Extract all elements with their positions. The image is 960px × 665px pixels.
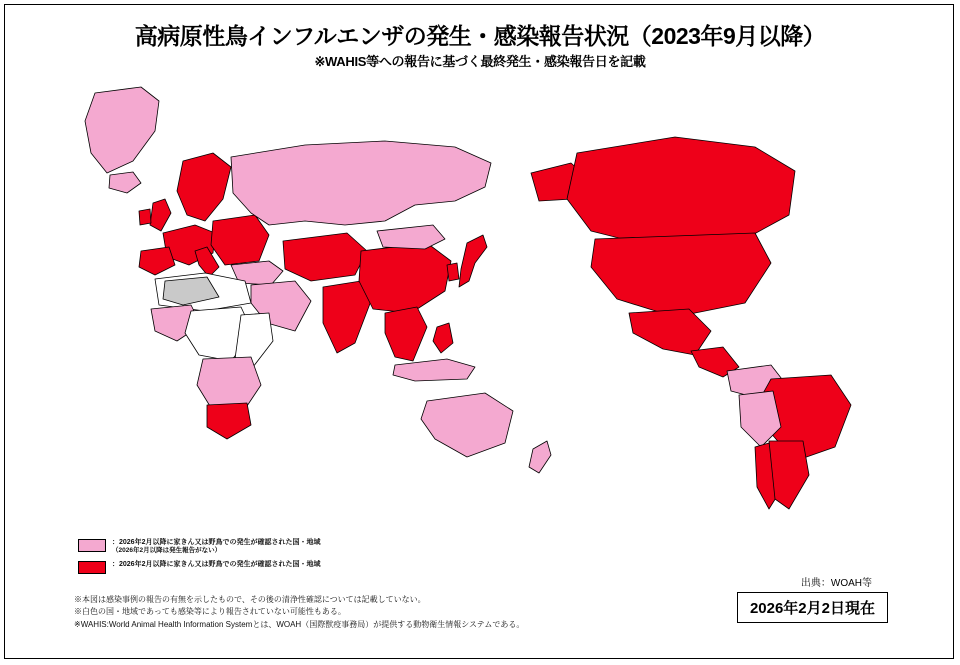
legend-label-pink-sub: （2026年2月以降は発生報告がない） xyxy=(112,547,222,555)
as-of-date: 2026年2月2日現在 xyxy=(737,592,888,623)
region-canada xyxy=(567,137,795,247)
source-label: 出典：WOAH等 xyxy=(800,578,872,589)
region-peru-bolivia xyxy=(739,391,781,447)
region-iberia xyxy=(139,247,175,275)
legend-label-pink-main: ：2026年2月以降に家きん又は野鳥での発生が確認された国・地域 xyxy=(112,539,321,546)
region-southeast-asia xyxy=(385,307,427,361)
region-eastern-europe xyxy=(211,215,269,265)
region-greenland xyxy=(85,87,159,173)
legend-label-red-main: ：2026年2月以降に家きん又は野鳥での発生が確認された国・地域 xyxy=(112,561,321,569)
region-iceland xyxy=(109,172,141,193)
region-argentina xyxy=(769,441,809,509)
legend-swatch-red xyxy=(78,561,106,574)
page-title: 高病原性鳥インフルエンザの発生・感染報告状況（2023年9月以降） xyxy=(134,23,826,49)
legend-swatch-pink xyxy=(78,539,106,552)
note-line: ※本図は感染事例の報告の有無を示したもので、その後の清浄性確認については記載していない。 xyxy=(74,595,426,604)
region-united-kingdom xyxy=(150,199,171,231)
legend xyxy=(78,538,498,578)
legend-item xyxy=(78,538,498,556)
region-south-africa xyxy=(207,403,251,439)
legend-label-pink xyxy=(112,538,320,556)
region-ireland xyxy=(139,209,151,225)
region-mongolia xyxy=(377,225,445,249)
legend-item xyxy=(78,560,498,574)
region-mexico xyxy=(629,309,711,355)
region-india xyxy=(323,281,371,353)
notes xyxy=(74,594,634,631)
region-scandinavia xyxy=(177,153,231,221)
page-subtitle: ※WAHIS等への報告に基づく最終発生・感染報告日を記載 xyxy=(314,54,646,69)
region-korea xyxy=(447,263,459,281)
region-australia xyxy=(421,393,513,457)
region-china xyxy=(359,243,451,313)
note-line: ※白色の国・地域であっても感染等により報告されていない可能性もある。 xyxy=(74,607,346,617)
region-indonesia xyxy=(393,359,475,381)
region-japan xyxy=(459,235,487,287)
region-new-zealand xyxy=(529,441,551,473)
note-line: ※WAHIS:World Animal Health Information Systemとは、WOAH（国際獣疫事務局）が提供する動物衛生情報システムである。 xyxy=(74,619,525,629)
region-central-asia xyxy=(283,233,367,281)
region-russia xyxy=(231,141,491,225)
region-united-states xyxy=(591,233,771,317)
legend-label-red xyxy=(112,560,320,569)
world-map xyxy=(55,75,910,525)
region-philippines xyxy=(433,323,453,353)
